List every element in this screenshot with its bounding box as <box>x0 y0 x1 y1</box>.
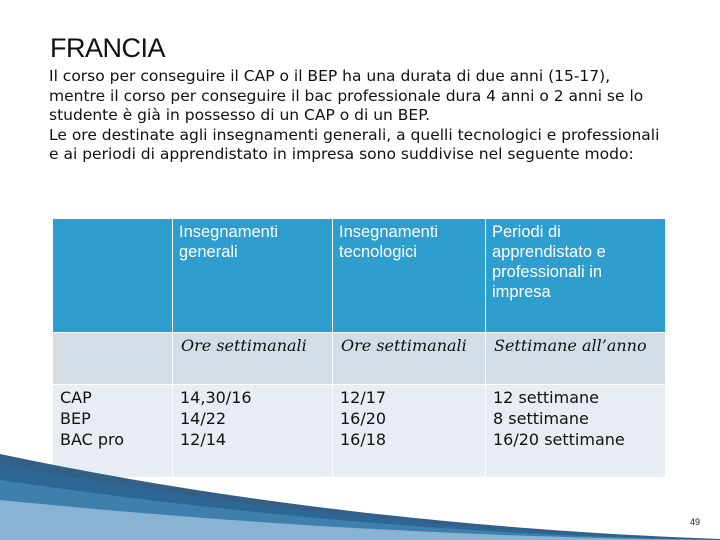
decorative-swoosh <box>0 440 720 540</box>
header-cell-apprendistato: Periodi di apprendistato e professionali in impresa <box>486 219 666 333</box>
slide-title: FRANCIA <box>50 33 166 63</box>
units-cell-generali: Ore settimanali <box>173 333 333 385</box>
row-cell-generali: 14,30/16 14/22 12/14 <box>173 385 333 478</box>
page-number: 49 <box>690 517 701 527</box>
header-cell-empty <box>53 219 173 333</box>
table-units-row <box>53 333 666 385</box>
header-cell-tecnologici: Insegnamenti tecnologici <box>333 219 486 333</box>
units-cell-tecnologici: Ore settimanali <box>333 333 486 385</box>
row-cell-tecnologici: 12/17 16/20 16/18 <box>333 385 486 478</box>
hours-table <box>52 218 666 478</box>
units-cell-empty <box>53 333 173 385</box>
table-header-row <box>53 219 666 333</box>
header-cell-generali: Insegnamenti generali <box>173 219 333 333</box>
units-cell-apprendistato: Settimane all’anno <box>486 333 666 385</box>
intro-paragraph-1: Il corso per conseguire il CAP o il BEP ha una durata di due anni (15-17), mentre il corso per conseguire il bac professionale dura 4 anni o 2 anni se lo studente è già in possesso di un CAP o di un BEP. <box>49 67 644 124</box>
intro-paragraph-2: Le ore destinate agli insegnamenti generali, a quelli tecnologici e professionali e ai periodi di apprendistato in impresa sono suddivise nel seguente modo: <box>49 125 660 163</box>
row-cell-qualifiche: CAP BEP BAC pro <box>53 385 173 478</box>
intro-text <box>49 67 669 165</box>
row-cell-apprendistato: 12 settimane 8 settimane 16/20 settimane <box>486 385 666 478</box>
